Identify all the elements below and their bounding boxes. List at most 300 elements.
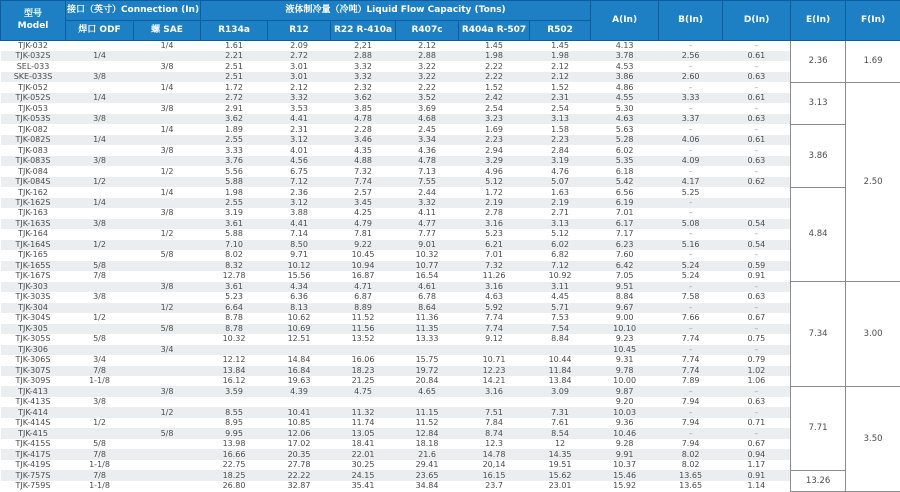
r22_r410a-cell: 35.41 bbox=[351, 481, 375, 491]
r404a_r507-cell: 3.29 bbox=[485, 156, 503, 166]
r12-cell: 8.50 bbox=[290, 239, 308, 249]
r404a_r507-cell: 1.98 bbox=[485, 51, 503, 61]
r407c-cell bbox=[396, 345, 459, 355]
r502-cell: 1.63 bbox=[551, 187, 569, 197]
e_in-cell: 7.71 bbox=[791, 386, 846, 470]
r502-cell: 4.45 bbox=[551, 292, 569, 302]
r404a_r507-cell: 7.32 bbox=[485, 260, 503, 270]
r407c-cell: 2.22 bbox=[418, 82, 436, 92]
table-row bbox=[1, 135, 900, 145]
b_in-cell: – bbox=[688, 407, 693, 417]
r22_r410a-cell: 6.87 bbox=[354, 292, 372, 302]
sae-cell: 3/8 bbox=[160, 103, 174, 113]
a_in-cell: 6.56 bbox=[615, 187, 634, 197]
r404a_r507-cell: 5.92 bbox=[485, 302, 503, 312]
r502-cell: 1.58 bbox=[551, 124, 569, 134]
b_in-cell: – bbox=[688, 323, 693, 333]
r134a-cell: 3.62 bbox=[225, 114, 243, 124]
e_in-cell: 4.84 bbox=[791, 187, 846, 281]
b_in-cell: 7.66 bbox=[681, 313, 700, 323]
r407c-cell: 11.52 bbox=[415, 418, 439, 428]
d_in-cell: 0.61 bbox=[747, 135, 766, 145]
r134a-cell: 2.91 bbox=[225, 103, 243, 113]
d_in-cell: – bbox=[754, 281, 759, 291]
r502-cell: 7.31 bbox=[551, 407, 569, 417]
r407c-cell: 3.34 bbox=[418, 135, 436, 145]
model-cell: TJK-165 bbox=[18, 250, 48, 260]
r407c-cell: 18.18 bbox=[415, 439, 439, 449]
odf-cell bbox=[66, 166, 134, 176]
b_in-cell: 4.17 bbox=[681, 177, 700, 187]
r404a_r507-cell: 3.16 bbox=[485, 281, 503, 291]
r134a-cell: 1.98 bbox=[225, 187, 243, 197]
r502-cell: 3.09 bbox=[551, 386, 569, 396]
r12-cell: 4.34 bbox=[290, 281, 308, 291]
r12-cell: 17.02 bbox=[287, 439, 311, 449]
table-row bbox=[1, 324, 900, 334]
r22_r410a-cell: 10.94 bbox=[351, 260, 375, 270]
r22_r410a-cell: 4.25 bbox=[354, 208, 372, 218]
r404a_r507-cell bbox=[459, 397, 530, 407]
header-r407c: R407c bbox=[396, 21, 459, 41]
r134a-cell: 8.32 bbox=[225, 260, 243, 270]
sae-cell bbox=[134, 261, 201, 271]
d_in-cell: – bbox=[754, 323, 759, 333]
r404a_r507-cell: 7.74 bbox=[485, 323, 503, 333]
r407c-cell: 4.78 bbox=[418, 156, 436, 166]
r134a-cell: 7.10 bbox=[225, 239, 243, 249]
r404a_r507-cell: 8.74 bbox=[485, 428, 503, 438]
odf-cell: 3/8 bbox=[93, 218, 106, 228]
r502-cell: 2.12 bbox=[551, 61, 569, 71]
odf-cell bbox=[66, 187, 134, 197]
r407c-cell: 11.35 bbox=[415, 323, 439, 333]
odf-cell bbox=[66, 61, 134, 71]
r502-cell: 1.98 bbox=[551, 51, 569, 61]
r502-cell: 11.84 bbox=[548, 365, 572, 375]
r12-cell: 3.88 bbox=[290, 208, 308, 218]
r134a-cell: 3.33 bbox=[225, 145, 243, 155]
r22_r410a-cell: 11.56 bbox=[351, 323, 375, 333]
b_in-cell: 4.09 bbox=[681, 156, 700, 166]
r404a_r507-cell: 4.63 bbox=[485, 292, 503, 302]
odf-cell bbox=[66, 208, 134, 218]
r22_r410a-cell: 11.74 bbox=[351, 418, 375, 428]
model-cell: TJK-032 bbox=[18, 40, 48, 50]
odf-cell: 1/2 bbox=[93, 177, 106, 187]
d_in-cell: – bbox=[754, 302, 759, 312]
r404a_r507-cell: 1.72 bbox=[485, 187, 503, 197]
sae-cell bbox=[134, 470, 201, 480]
b_in-cell: – bbox=[688, 386, 693, 396]
a_in-cell: 4.63 bbox=[615, 114, 634, 124]
model-cell: TJK-053 bbox=[18, 103, 48, 113]
table-row bbox=[1, 355, 900, 365]
table-row bbox=[1, 397, 900, 407]
table-row bbox=[1, 208, 900, 218]
r502-cell: 14.35 bbox=[548, 449, 572, 459]
r12-cell: 2.31 bbox=[290, 124, 308, 134]
table-row bbox=[1, 376, 900, 386]
r22_r410a-cell: 3.32 bbox=[354, 61, 372, 71]
model-cell: TJK-303 bbox=[18, 281, 48, 291]
model-cell: TJK-306 bbox=[18, 344, 48, 354]
sae-cell bbox=[134, 156, 201, 166]
sae-cell bbox=[134, 460, 201, 470]
model-cell: TJK-084S bbox=[15, 177, 51, 187]
b_in-cell: – bbox=[688, 124, 693, 134]
d_in-cell: 0.75 bbox=[747, 334, 766, 344]
sae-cell bbox=[134, 449, 201, 459]
r407c-cell: 2.45 bbox=[418, 124, 436, 134]
a_in-cell: 9.28 bbox=[615, 439, 634, 449]
header-connection: 接口（英寸）Connection (In) bbox=[66, 1, 201, 21]
a_in-cell: 6.17 bbox=[615, 218, 634, 228]
e_in-cell: 3.86 bbox=[791, 124, 846, 187]
r12-cell: 4.41 bbox=[290, 114, 308, 124]
r134a-cell: 2.51 bbox=[225, 61, 243, 71]
model-cell: TJK-052S bbox=[15, 93, 51, 103]
r407c-cell: 4.68 bbox=[418, 114, 436, 124]
r502-cell: 2.54 bbox=[551, 103, 569, 113]
b_in-cell: – bbox=[688, 208, 693, 218]
odf-cell: 7/8 bbox=[93, 271, 106, 281]
odf-cell: 5/8 bbox=[93, 439, 106, 449]
r404a_r507-cell: 20,14 bbox=[482, 460, 506, 470]
r407c-cell: 8.64 bbox=[418, 302, 436, 312]
header-r12: R12 bbox=[268, 21, 331, 41]
r407c-cell: 10.77 bbox=[415, 260, 439, 270]
sae-cell bbox=[134, 439, 201, 449]
a_in-cell: 3.86 bbox=[615, 72, 634, 82]
r404a_r507-cell: 3.16 bbox=[485, 386, 503, 396]
r407c-cell: 11.15 bbox=[415, 407, 439, 417]
odf-cell: 1/2 bbox=[93, 418, 106, 428]
odf-cell: 1-1/8 bbox=[89, 460, 110, 470]
r22_r410a-cell: 13.05 bbox=[351, 428, 375, 438]
r502-cell: 2.12 bbox=[551, 72, 569, 82]
model-cell: TJK-162S bbox=[15, 198, 51, 207]
r502-cell: 2.23 bbox=[551, 135, 569, 145]
r134a-cell: 2.51 bbox=[225, 72, 243, 82]
model-cell: TJK-304 bbox=[18, 302, 48, 312]
r12-cell: 10.62 bbox=[287, 313, 311, 323]
model-cell: TJK-165S bbox=[15, 260, 51, 270]
d_in-cell: 0.54 bbox=[747, 239, 766, 249]
r22_r410a-cell: 18.23 bbox=[351, 365, 375, 375]
r12-cell: 6.75 bbox=[290, 166, 308, 176]
model-cell: TJK-083S bbox=[15, 156, 51, 166]
b_in-cell: 3.37 bbox=[681, 114, 700, 124]
header-model-zh: 型号 bbox=[23, 9, 42, 20]
a_in-cell: 10.00 bbox=[613, 376, 637, 386]
b_in-cell: 7.74 bbox=[681, 355, 700, 365]
r12-cell: 3.01 bbox=[290, 61, 308, 71]
table-row bbox=[1, 261, 900, 271]
r407c-cell: 4.36 bbox=[418, 145, 436, 155]
table-row bbox=[1, 187, 900, 197]
r134a-cell: 13.84 bbox=[222, 365, 246, 375]
d_in-cell: 1.06 bbox=[747, 376, 766, 386]
r404a_r507-cell: 2.22 bbox=[485, 61, 503, 71]
r404a_r507-cell: 12.3 bbox=[485, 439, 503, 449]
d_in-cell: – bbox=[754, 145, 759, 155]
table-row bbox=[1, 103, 900, 113]
r12-cell: 9.71 bbox=[290, 250, 308, 260]
f_in-cell: 2.50 bbox=[846, 82, 900, 281]
r22_r410a-cell: 2.32 bbox=[354, 82, 372, 92]
sae-cell: 1/4 bbox=[160, 82, 174, 92]
r404a_r507-cell: 4.96 bbox=[485, 166, 503, 176]
d_in-cell: 1.02 bbox=[747, 365, 766, 375]
sae-cell bbox=[134, 72, 201, 82]
r134a-cell bbox=[201, 345, 268, 355]
odf-cell: 3/8 bbox=[93, 292, 106, 302]
table-row bbox=[1, 271, 900, 281]
sae-cell bbox=[134, 177, 201, 187]
model-cell: TJK-305 bbox=[18, 323, 48, 333]
table-row bbox=[1, 407, 900, 417]
odf-cell bbox=[66, 124, 134, 134]
b_in-cell: – bbox=[688, 198, 693, 207]
d_in-cell: 0.67 bbox=[747, 313, 766, 323]
b_in-cell: – bbox=[688, 250, 693, 260]
r407c-cell: 2.12 bbox=[418, 40, 436, 50]
a_in-cell: 5.35 bbox=[615, 156, 634, 166]
r12-cell: 12.06 bbox=[287, 428, 311, 438]
sae-cell bbox=[134, 366, 201, 376]
table-row bbox=[1, 449, 900, 459]
table-row bbox=[1, 166, 900, 176]
r404a_r507-cell: 7.84 bbox=[485, 418, 503, 428]
d_in-cell bbox=[723, 208, 791, 218]
d_in-cell: – bbox=[754, 124, 759, 134]
r12-cell: 4.39 bbox=[290, 386, 308, 396]
r12-cell: 7.12 bbox=[290, 177, 308, 187]
r12-cell: 14.84 bbox=[287, 355, 311, 365]
d_in-cell: 0.59 bbox=[747, 260, 766, 270]
a_in-cell: 10.03 bbox=[613, 407, 637, 417]
r404a_r507-cell: 5.23 bbox=[485, 229, 503, 239]
d_in-cell: – bbox=[754, 428, 759, 438]
r134a-cell: 8.78 bbox=[225, 323, 243, 333]
model-cell: TJK-417S bbox=[15, 449, 51, 459]
r134a-cell: 10.32 bbox=[222, 334, 246, 344]
r407c-cell: 3.32 bbox=[418, 198, 436, 207]
d_in-cell: – bbox=[754, 61, 759, 71]
sae-cell: 3/8 bbox=[160, 145, 174, 155]
r12-cell: 3.53 bbox=[290, 103, 308, 113]
r22_r410a-cell: 13.52 bbox=[351, 334, 375, 344]
odf-cell bbox=[66, 386, 134, 396]
sae-cell bbox=[134, 93, 201, 103]
odf-cell bbox=[66, 303, 134, 313]
sae-cell: 1/2 bbox=[160, 302, 174, 312]
r134a-cell: 1.89 bbox=[225, 124, 243, 134]
table-row bbox=[1, 156, 900, 166]
r134a-cell: 16.66 bbox=[222, 449, 246, 459]
a_in-cell: 10.45 bbox=[613, 344, 637, 354]
a_in-cell: 7.05 bbox=[615, 271, 634, 281]
r407c-cell: 4.65 bbox=[418, 386, 436, 396]
a_in-cell: 7.17 bbox=[615, 229, 634, 239]
a_in-cell: 8.84 bbox=[615, 292, 634, 302]
odf-cell bbox=[66, 82, 134, 92]
r134a-cell bbox=[201, 397, 268, 407]
model-cell: TJK-419S bbox=[15, 460, 51, 470]
table-row bbox=[1, 82, 900, 92]
r22_r410a-cell: 4.71 bbox=[354, 281, 372, 291]
r407c-cell: 16.54 bbox=[415, 271, 439, 281]
odf-cell: 1/4 bbox=[93, 135, 106, 145]
r502-cell: 3.13 bbox=[551, 114, 569, 124]
a_in-cell: 6.18 bbox=[615, 166, 634, 176]
header-sae: 螺 SAE bbox=[134, 21, 201, 41]
r407c-cell: 19.72 bbox=[415, 365, 439, 375]
d_in-cell: – bbox=[754, 40, 759, 50]
b_in-cell: 5.08 bbox=[681, 218, 700, 228]
r407c-cell: 3.22 bbox=[418, 61, 436, 71]
r12-cell: 10.69 bbox=[287, 323, 311, 333]
header-r502: R502 bbox=[530, 21, 591, 41]
b_in-cell: 7.58 bbox=[681, 292, 700, 302]
table-row bbox=[1, 481, 900, 492]
r502-cell: 1.45 bbox=[551, 40, 569, 50]
r22_r410a-cell: 3.45 bbox=[354, 198, 372, 207]
r407c-cell: 20.84 bbox=[415, 376, 439, 386]
header-a-in: A(In) bbox=[591, 1, 659, 41]
sae-cell bbox=[134, 313, 201, 323]
model-cell: TJK-164S bbox=[15, 239, 51, 249]
d_in-cell: 0.62 bbox=[747, 177, 766, 187]
d_in-cell: 0.54 bbox=[747, 218, 766, 228]
table-row bbox=[1, 240, 900, 250]
r22_r410a-cell: 2,21 bbox=[354, 40, 372, 50]
model-cell: TJK-053S bbox=[15, 114, 51, 124]
sae-cell bbox=[134, 271, 201, 281]
sae-cell bbox=[134, 481, 201, 492]
r134a-cell: 8.95 bbox=[225, 418, 243, 428]
odf-cell bbox=[66, 324, 134, 334]
a_in-cell: 10.10 bbox=[613, 323, 637, 333]
r134a-cell: 2.72 bbox=[225, 93, 243, 103]
header-model-en: Model bbox=[17, 20, 49, 31]
d_in-cell: 0.61 bbox=[747, 93, 766, 103]
odf-cell bbox=[66, 103, 134, 113]
d_in-cell: 0.63 bbox=[747, 397, 766, 407]
a_in-cell: 9.91 bbox=[615, 449, 634, 459]
r134a-cell: 1.61 bbox=[225, 40, 243, 50]
table-row bbox=[1, 51, 900, 61]
odf-cell: 1/4 bbox=[93, 51, 106, 61]
a_in-cell: 9.87 bbox=[615, 386, 634, 396]
sae-cell bbox=[134, 355, 201, 365]
r134a-cell: 8.02 bbox=[225, 250, 243, 260]
r134a-cell: 3.76 bbox=[225, 156, 243, 166]
model-cell: TJK-757S bbox=[15, 470, 51, 480]
table-row bbox=[1, 366, 900, 376]
b_in-cell: – bbox=[688, 40, 693, 50]
b_in-cell: – bbox=[688, 281, 693, 291]
r404a_r507-cell: 10.71 bbox=[482, 355, 506, 365]
d_in-cell: – bbox=[754, 407, 759, 417]
b_in-cell: 7.74 bbox=[681, 365, 700, 375]
r22_r410a-cell: 3.85 bbox=[354, 103, 372, 113]
r22_r410a-cell: 4.75 bbox=[354, 386, 372, 396]
d_in-cell: 0.71 bbox=[747, 418, 766, 428]
r12-cell: 20.35 bbox=[287, 449, 311, 459]
table-row bbox=[1, 334, 900, 344]
r502-cell: 8.84 bbox=[551, 334, 569, 344]
r502-cell: 12 bbox=[554, 439, 566, 449]
table-row bbox=[1, 72, 900, 82]
b_in-cell: 8.02 bbox=[681, 460, 700, 470]
f_in-cell: 3.50 bbox=[846, 386, 900, 491]
a_in-cell: 7.01 bbox=[615, 208, 634, 218]
e_in-cell: 13.26 bbox=[791, 470, 846, 491]
b_in-cell: – bbox=[688, 344, 693, 354]
r12-cell: 22.22 bbox=[287, 470, 311, 480]
r22_r410a-cell: 16.06 bbox=[351, 355, 375, 365]
sae-cell bbox=[134, 292, 201, 302]
d_in-cell: – bbox=[754, 250, 759, 260]
b_in-cell: – bbox=[688, 166, 693, 176]
r502-cell: 13.84 bbox=[548, 376, 572, 386]
sae-cell bbox=[134, 219, 201, 229]
a_in-cell: 5.28 bbox=[615, 135, 634, 145]
r404a_r507-cell: 2.94 bbox=[485, 145, 503, 155]
r12-cell: 3.12 bbox=[290, 135, 308, 145]
odf-cell: 3/4 bbox=[93, 355, 106, 365]
r12-cell: 4.56 bbox=[290, 156, 308, 166]
r22_r410a-cell: 21.25 bbox=[351, 376, 375, 386]
b_in-cell: – bbox=[688, 61, 693, 71]
r12-cell: 32.87 bbox=[287, 481, 311, 491]
a_in-cell: 9.51 bbox=[615, 281, 634, 291]
r404a_r507-cell: 14.21 bbox=[482, 376, 506, 386]
d_in-cell: 0.63 bbox=[747, 114, 766, 124]
a_in-cell: 4.86 bbox=[615, 82, 634, 92]
sae-cell bbox=[134, 51, 201, 61]
sae-cell: 1/2 bbox=[160, 407, 174, 417]
table-row bbox=[1, 41, 900, 51]
b_in-cell: 7.94 bbox=[681, 439, 700, 449]
r502-cell bbox=[530, 397, 591, 407]
r407c-cell: 15.75 bbox=[415, 355, 439, 365]
r22_r410a-cell: 2.28 bbox=[354, 124, 372, 134]
r404a_r507-cell: 1.52 bbox=[485, 82, 503, 92]
odf-cell bbox=[66, 250, 134, 260]
d_in-cell: 0.63 bbox=[747, 72, 766, 82]
r502-cell: 2.71 bbox=[551, 208, 569, 218]
model-cell: TJK-032S bbox=[15, 51, 51, 61]
a_in-cell: 10.37 bbox=[613, 460, 637, 470]
model-cell: TJK-309S bbox=[15, 376, 51, 386]
a_in-cell: 15.92 bbox=[613, 481, 637, 491]
table-row bbox=[1, 145, 900, 155]
sae-cell: 1/2 bbox=[160, 166, 174, 176]
table-row bbox=[1, 282, 900, 292]
b_in-cell: 7.94 bbox=[681, 397, 700, 407]
r22_r410a-cell: 3.46 bbox=[354, 135, 372, 145]
odf-cell bbox=[66, 282, 134, 292]
r502-cell: 2.19 bbox=[551, 198, 569, 207]
odf-cell: 1/2 bbox=[93, 313, 106, 323]
r12-cell: 2.09 bbox=[290, 40, 308, 50]
r22_r410a-cell: 7.74 bbox=[354, 177, 372, 187]
d_in-cell: 1.17 bbox=[747, 460, 766, 470]
r22_r410a-cell bbox=[331, 397, 396, 407]
